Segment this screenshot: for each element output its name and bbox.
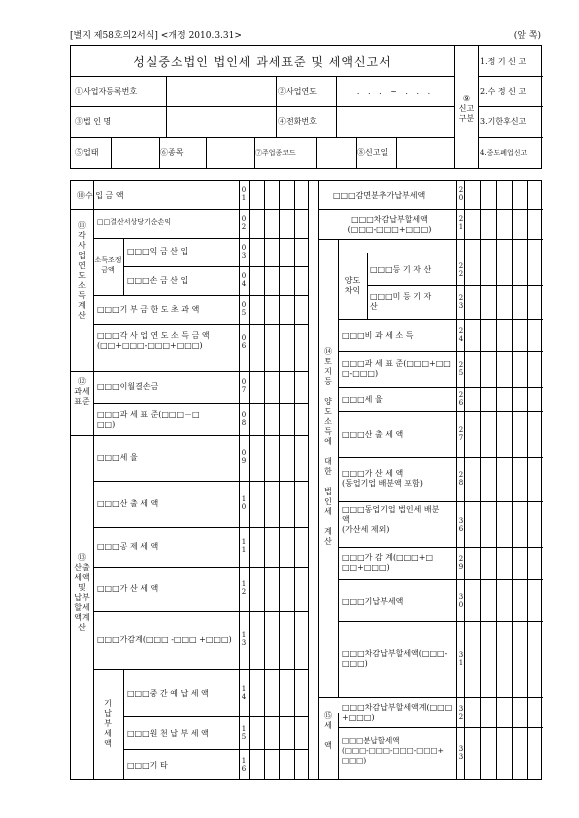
line-36: 3 6: [458, 517, 464, 533]
page-side: (앞 쪽): [513, 31, 541, 41]
business-item-label: ⑥종목: [160, 148, 184, 157]
line-04: 0 4: [241, 272, 247, 288]
revenue-label: ⑩수 입 금 액: [77, 191, 124, 200]
line-09: 0 9: [241, 449, 247, 465]
line-32: 3 2: [458, 705, 464, 721]
line-26: 2 6: [458, 391, 464, 407]
tax-rate-label: □□□세 율: [97, 453, 138, 462]
tax-credit-label: □□□공 제 세 액: [97, 542, 159, 551]
line-15: 1 5: [241, 725, 247, 741]
report-type-label: ⑨ 신고 구분: [458, 94, 475, 123]
tax-base-label: □□□과 세 표 준(□□□－□ □□): [97, 410, 200, 429]
report-type-regular[interactable]: 1.정 기 신 고: [480, 56, 527, 66]
business-type-label: ⑤업태: [75, 148, 99, 157]
line-30: 3 0: [458, 593, 464, 609]
transfer-prepaid-label: □□□기납부세액: [342, 597, 404, 606]
nontaxable-income-label: □□□비 과 세 소 득: [342, 331, 414, 340]
line-08: 0 8: [241, 411, 247, 427]
report-type-amended[interactable]: 2.수 정 신 고: [480, 86, 527, 96]
form-title: 성실중소법인 법인세 과세표준 및 세액신고서: [133, 54, 392, 69]
corp-name-label: ③법 인 명: [75, 117, 112, 126]
withholding-label: □□□원 천 납 부 세 액: [127, 729, 209, 738]
transfer-penalty-label: □□□가 산 세 액 (동업기업 배분액 포함): [342, 469, 423, 488]
installment-label: □□□분납할세액 (□□□-□□□-□□□-□□□+ □□□): [342, 736, 444, 765]
filing-date-label: ⑧신고일: [357, 148, 389, 157]
transfer-tax-base-label: □□□과 세 표 준(□□□+□□ □-□□□): [342, 359, 451, 378]
line-33: 3 3: [458, 745, 464, 761]
transfer-subtotal-label: □□□가 감 계(□□□+□ □□+□□□): [342, 553, 434, 572]
line-16: 1 6: [241, 757, 247, 773]
transfer-tax-rate-label: □□□세 율: [342, 395, 383, 404]
line-23: 2 3: [458, 294, 464, 310]
fiscal-year-label: ②사업연도: [278, 86, 317, 96]
other-label: □□□기 타: [127, 761, 168, 770]
line-31: 3 1: [458, 651, 464, 667]
interim-prepaid-label: □□□중 간 예 납 세 액: [127, 689, 209, 698]
net-payable-label: □□□차감납부할세액 (□□□-□□□+□□□): [347, 215, 432, 234]
transfer-gain-label: 양도 차익: [344, 276, 361, 295]
report-type-late[interactable]: 3.기한후신고: [480, 117, 527, 126]
biz-reg-no-label: ①사업자등록번호: [75, 86, 138, 96]
line-21: 2 1: [458, 215, 464, 231]
line-10: 1 0: [241, 495, 247, 511]
line-07: 0 7: [241, 378, 247, 394]
phone-label: ④전화번호: [278, 117, 317, 126]
deduct-losses-label: □□□손 금 산 입: [127, 276, 189, 285]
income-calc-group: ⑪ 각 사 업 연 도 소 득 계 산: [78, 221, 86, 320]
biz-reg-no-field[interactable]: [167, 76, 275, 106]
tax-amount-group: ⑮ 세 액: [324, 711, 332, 750]
phone-field[interactable]: [337, 106, 453, 137]
form-number: [별지 제58호의2서식] <개정 2010.3.31>: [70, 31, 242, 41]
transfer-net-payable-label: □□□차감납부할세액(□□□- □□□): [342, 649, 448, 668]
unregistered-asset-label: □□□미 등 기 자 산: [370, 292, 432, 311]
donation-excess-label: □□□기 부 금 한 도 초 과 액: [97, 305, 200, 314]
line-28: 2 8: [458, 471, 464, 487]
loss-carryforward-label: □□□이월결손금: [97, 382, 159, 391]
line-12: 1 2: [241, 580, 247, 596]
land-transfer-group: ⑭ 토 지 등 양 도 소 득 에 대 한 법 인 세 계 산: [324, 347, 332, 546]
transfer-calculated-tax-label: □□□산 출 세 액: [342, 430, 404, 439]
tax-calc-group: ⑬ 산출 세액 및 납부 할세 액계 산: [74, 553, 90, 632]
line-11: 1 1: [241, 538, 247, 554]
exemption-addback-label: □□□감면분추가납부세액: [333, 191, 426, 200]
main-industry-code-label: ⑦주업종코드: [255, 148, 296, 157]
prepaid-tax-group: 기 납 부 세 액: [104, 699, 112, 748]
line-24: 2 4: [458, 327, 464, 343]
line-14: 1 4: [241, 685, 247, 701]
calculated-tax-label: □□□산 출 세 액: [97, 499, 159, 508]
top-form: [70, 45, 542, 169]
net-income-label: □□결산서상당기순손익: [97, 218, 172, 226]
line-13: 1 3: [241, 631, 247, 647]
tax-base-group: ⑫ 과세 표준: [74, 377, 90, 406]
business-year-income-label: □□□각 사 업 연 도 소 득 금 액 (□□+□□□-□□□+□□□): [97, 331, 210, 350]
total-payable-label: □□□차감납부할세액계(□□□ +□□□): [342, 703, 453, 722]
line-05: 0 5: [241, 301, 247, 317]
partnership-allocation-label: □□□동업기업 법인세 배분 액 (가산세 제외): [342, 505, 440, 534]
line-01: 0 1: [241, 186, 247, 202]
tax-computation-table: [70, 180, 542, 780]
add-gains-label: □□□익 금 산 입: [127, 247, 189, 256]
line-02: 0 2: [241, 215, 247, 231]
line-20: 2 0: [458, 186, 464, 202]
line-27: 2 7: [458, 426, 464, 442]
line-03: 0 3: [241, 244, 247, 260]
registered-asset-label: □□□등 기 자 산: [370, 265, 432, 274]
corp-name-field[interactable]: [167, 106, 275, 137]
line-22: 2 2: [458, 262, 464, 278]
line-29: 2 9: [458, 555, 464, 571]
fiscal-year-field[interactable]: . . . ~ . . .: [356, 86, 434, 96]
penalty-tax-label: □□□가 산 세 액: [97, 584, 159, 593]
report-type-closure[interactable]: 4.중도폐업신고: [480, 148, 528, 157]
line-06: 0 6: [241, 334, 247, 350]
subtotal-label: □□□가감계(□□□ -□□□ +□□□): [97, 635, 232, 644]
line-25: 2 5: [458, 361, 464, 377]
income-adjustment-label: 소득조정 금액: [94, 256, 122, 274]
